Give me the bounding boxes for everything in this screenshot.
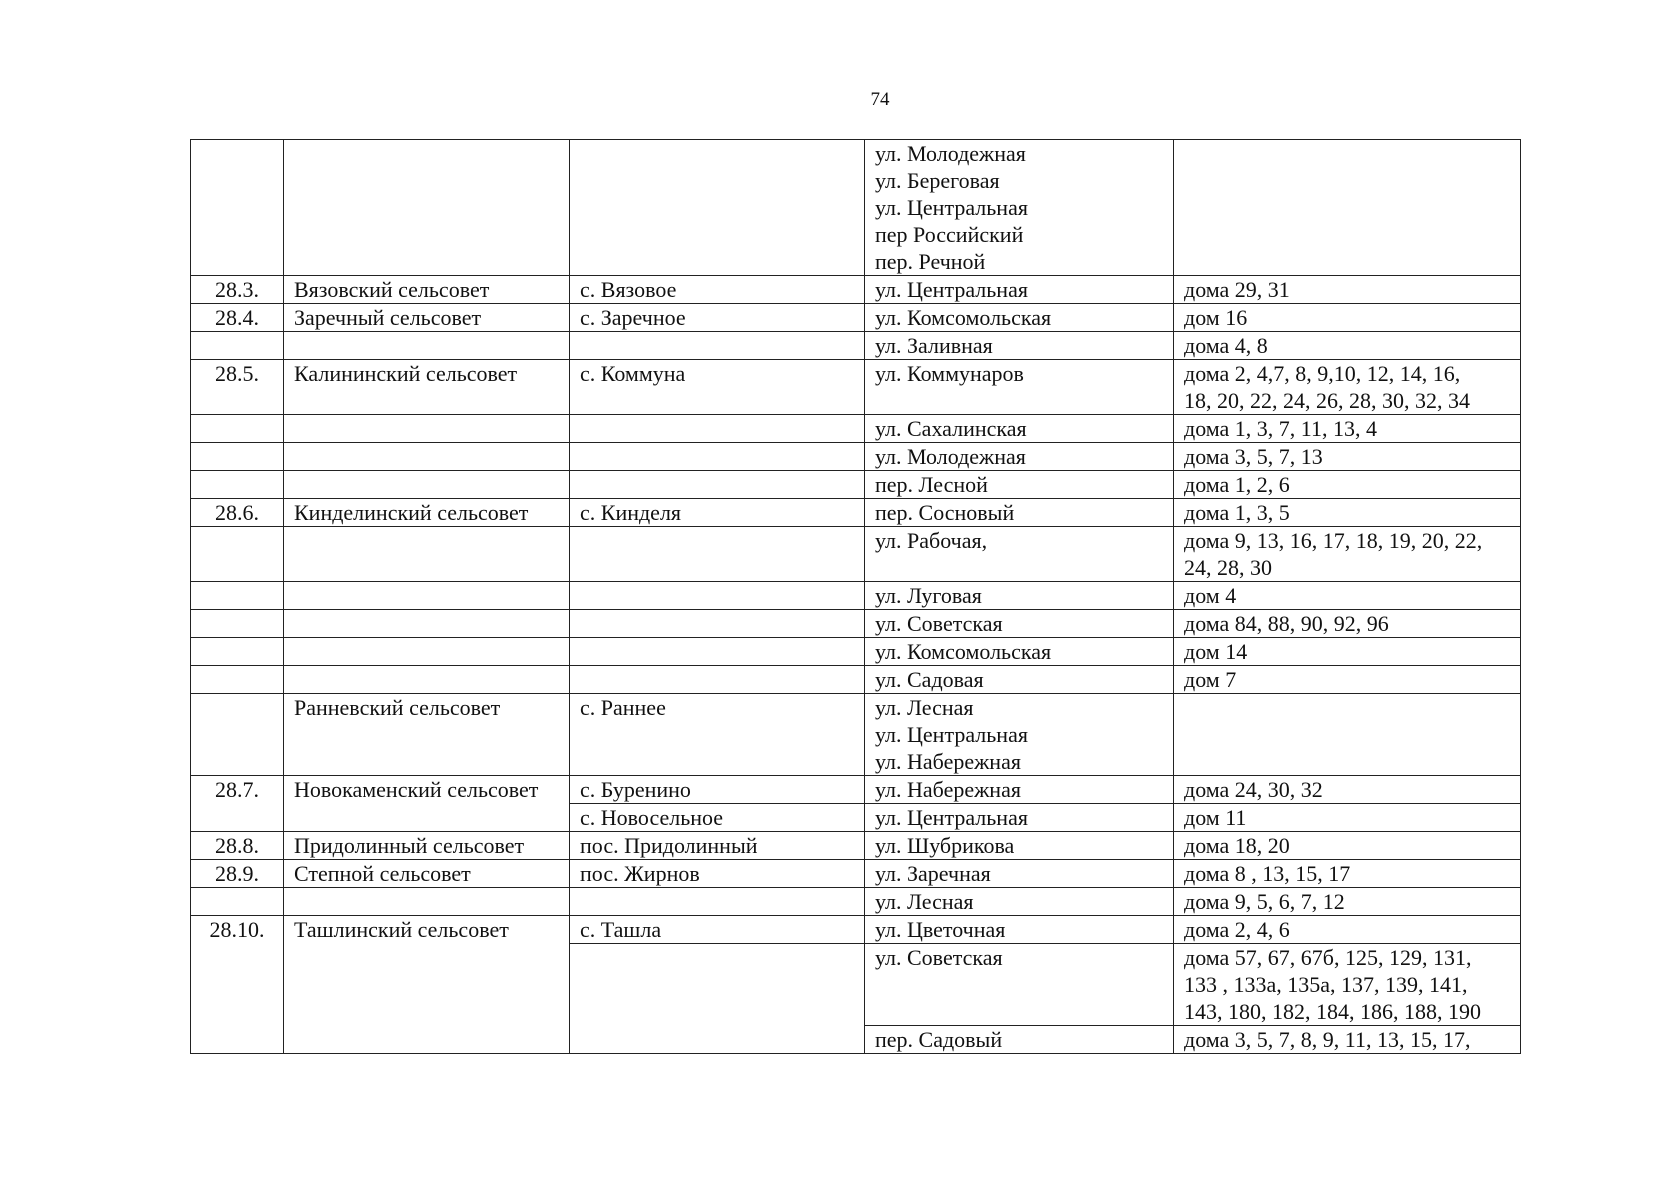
houses-line: дом 11 [1184,805,1247,830]
row-number-cell [191,666,284,694]
streets-cell [865,804,1174,832]
houses-cell [1174,1026,1521,1054]
houses-line: дома 3, 5, 7, 13 [1184,444,1323,469]
settlement-cell [570,610,865,638]
houses-cell [1174,916,1521,944]
houses-cell [1174,666,1521,694]
streets-line: ул. Центральная [875,805,1028,830]
houses-line: 24, 28, 30 [1184,555,1272,580]
table-row [191,140,1521,276]
streets-cell [865,443,1174,471]
streets-line: ул. Заливная [875,333,993,358]
table-row [191,360,1521,415]
row-number-cell [191,332,284,360]
houses-cell [1174,610,1521,638]
streets-cell [865,916,1174,944]
row-number-cell [191,888,284,916]
table-row [191,332,1521,360]
settlement-cell: с. Коммуна [570,360,865,415]
table-row [191,610,1521,638]
streets-line: ул. Луговая [875,583,982,608]
council-cell [284,415,570,443]
houses-line: дома 84, 88, 90, 92, 96 [1184,611,1389,636]
row-number-cell [191,582,284,610]
streets-line: ул. Молодежная [875,444,1026,469]
streets-cell [865,944,1174,1026]
streets-cell [865,610,1174,638]
houses-cell [1174,471,1521,499]
streets-cell [865,776,1174,804]
streets-cell [865,638,1174,666]
address-table-body [191,140,1521,1054]
houses-line: дома 29, 31 [1184,277,1290,302]
council-cell [284,332,570,360]
council-cell [284,527,570,582]
houses-line: дом 4 [1184,583,1237,608]
houses-cell [1174,638,1521,666]
houses-cell [1174,415,1521,443]
streets-cell [865,471,1174,499]
houses-cell [1174,860,1521,888]
table-row [191,276,1521,304]
settlement-cell: с. Вязовое [570,276,865,304]
table-row [191,776,1521,804]
settlement-cell [570,944,865,1054]
streets-line: ул. Цветочная [875,917,1006,942]
council-cell [284,471,570,499]
council-cell: Кинделинский сельсовет [284,499,570,527]
streets-cell [865,527,1174,582]
settlement-cell [570,638,865,666]
streets-cell [865,415,1174,443]
houses-line: дом 16 [1184,305,1248,330]
houses-cell [1174,804,1521,832]
houses-cell [1174,140,1521,276]
council-cell: Придолинный сельсовет [284,832,570,860]
settlement-cell: с. Буренино [570,776,865,804]
council-cell: Новокаменский сельсовет [284,776,570,832]
council-cell [284,638,570,666]
streets-line: ул. Сахалинская [875,416,1027,441]
streets-cell [865,860,1174,888]
houses-cell [1174,443,1521,471]
table-row [191,860,1521,888]
streets-line: ул. Центральная [875,195,1028,220]
row-number-cell: 28.3. [191,276,284,304]
settlement-cell [570,582,865,610]
streets-line: пер. Сосновый [875,500,1015,525]
houses-cell [1174,527,1521,582]
council-cell: Заречный сельсовет [284,304,570,332]
row-number-cell [191,471,284,499]
houses-line: дом 7 [1184,667,1237,692]
houses-line: 133 , 133а, 135а, 137, 139, 141, [1184,972,1468,997]
settlement-cell: с. Новосельное [570,804,865,832]
council-cell [284,443,570,471]
streets-cell [865,888,1174,916]
table-row [191,304,1521,332]
council-cell: Вязовский сельсовет [284,276,570,304]
row-number-cell: 28.4. [191,304,284,332]
settlement-cell [570,415,865,443]
houses-cell [1174,304,1521,332]
row-number-cell [191,443,284,471]
row-number-cell: 28.5. [191,360,284,415]
row-number-cell [191,610,284,638]
settlement-cell [570,666,865,694]
streets-line: ул. Комсомольская [875,305,1052,330]
houses-line: 18, 20, 22, 24, 26, 28, 30, 32, 34 [1184,388,1470,413]
table-row [191,527,1521,582]
streets-cell [865,276,1174,304]
streets-line: ул. Садовая [875,667,984,692]
streets-line: ул. Лесная [875,695,974,720]
houses-line: дома 4, 8 [1184,333,1268,358]
settlement-cell [570,140,865,276]
streets-line: пер. Лесной [875,472,988,497]
council-cell [284,610,570,638]
streets-cell [865,304,1174,332]
houses-line: дома 3, 5, 7, 8, 9, 11, 13, 15, 17, [1184,1027,1471,1052]
council-cell: Ранневский сельсовет [284,694,570,776]
houses-line: дома 1, 3, 7, 11, 13, 4 [1184,416,1377,441]
row-number-cell [191,638,284,666]
streets-line: ул. Набережная [875,749,1021,774]
table-row [191,888,1521,916]
council-cell [284,666,570,694]
streets-cell [865,499,1174,527]
houses-line: дома 18, 20 [1184,833,1290,858]
streets-line: ул. Молодежная [875,141,1026,166]
settlement-cell [570,527,865,582]
houses-cell [1174,332,1521,360]
table-row [191,666,1521,694]
row-number-cell: 28.9. [191,860,284,888]
streets-line: ул. Советская [875,945,1003,970]
streets-line: пер Российский [875,222,1024,247]
council-cell: Ташлинский сельсовет [284,916,570,1054]
table-row [191,694,1521,776]
settlement-cell [570,443,865,471]
houses-line: дома 1, 2, 6 [1184,472,1290,497]
houses-line: дома 8 , 13, 15, 17 [1184,861,1351,886]
row-number-cell: 28.10. [191,916,284,1054]
settlement-cell: пос. Придолинный [570,832,865,860]
streets-line: пер. Садовый [875,1027,1003,1052]
row-number-cell: 28.7. [191,776,284,832]
streets-cell [865,694,1174,776]
settlement-cell [570,888,865,916]
row-number-cell [191,140,284,276]
streets-line: ул. Рабочая, [875,528,988,553]
houses-line: дома 2, 4, 6 [1184,917,1290,942]
houses-cell [1174,776,1521,804]
streets-line: пер. Речной [875,249,986,274]
streets-cell [865,666,1174,694]
houses-cell [1174,832,1521,860]
houses-line: дома 2, 4,7, 8, 9,10, 12, 14, 16, [1184,361,1461,386]
streets-line: ул. Советская [875,611,1003,636]
streets-cell [865,360,1174,415]
streets-cell [865,582,1174,610]
houses-line: дом 14 [1184,639,1248,664]
streets-cell [865,832,1174,860]
houses-cell [1174,582,1521,610]
address-table [190,139,1521,1054]
streets-line: ул. Заречная [875,861,991,886]
council-cell [284,140,570,276]
table-row [191,916,1521,944]
table-row [191,499,1521,527]
settlement-cell: с. Ташла [570,916,865,944]
streets-cell [865,332,1174,360]
table-row [191,415,1521,443]
table-row [191,471,1521,499]
council-cell: Степной сельсовет [284,860,570,888]
houses-cell [1174,944,1521,1026]
row-number-cell: 28.6. [191,499,284,527]
settlement-cell: пос. Жирнов [570,860,865,888]
table-row [191,443,1521,471]
settlement-cell: с. Кинделя [570,499,865,527]
streets-line: ул. Шубрикова [875,833,1015,858]
page-number: 74 [870,89,890,110]
houses-cell [1174,694,1521,776]
row-number-cell [191,415,284,443]
houses-line: дома 1, 3, 5 [1184,500,1290,525]
table-row [191,582,1521,610]
houses-cell [1174,499,1521,527]
streets-line: ул. Набережная [875,777,1021,802]
houses-line: 143, 180, 182, 184, 186, 188, 190 [1184,999,1481,1024]
streets-line: ул. Центральная [875,277,1028,302]
streets-line: ул. Центральная [875,722,1028,747]
streets-line: ул. Комсомольская [875,639,1052,664]
houses-line: дома 57, 67, 67б, 125, 129, 131, [1184,945,1472,970]
row-number-cell [191,527,284,582]
table-row [191,638,1521,666]
houses-line: дома 9, 13, 16, 17, 18, 19, 20, 22, [1184,528,1483,553]
settlement-cell: с. Заречное [570,304,865,332]
streets-line: ул. Береговая [875,168,1000,193]
houses-cell [1174,888,1521,916]
council-cell: Калининский сельсовет [284,360,570,415]
settlement-cell: с. Раннее [570,694,865,776]
streets-line: ул. Лесная [875,889,974,914]
row-number-cell: 28.8. [191,832,284,860]
council-cell [284,888,570,916]
houses-line: дома 9, 5, 6, 7, 12 [1184,889,1345,914]
table-row [191,832,1521,860]
streets-cell [865,140,1174,276]
houses-cell [1174,360,1521,415]
houses-line: дома 24, 30, 32 [1184,777,1323,802]
streets-cell [865,1026,1174,1054]
council-cell [284,582,570,610]
settlement-cell [570,471,865,499]
row-number-cell [191,694,284,776]
streets-line: ул. Коммунаров [875,361,1024,386]
settlement-cell [570,332,865,360]
houses-cell [1174,276,1521,304]
